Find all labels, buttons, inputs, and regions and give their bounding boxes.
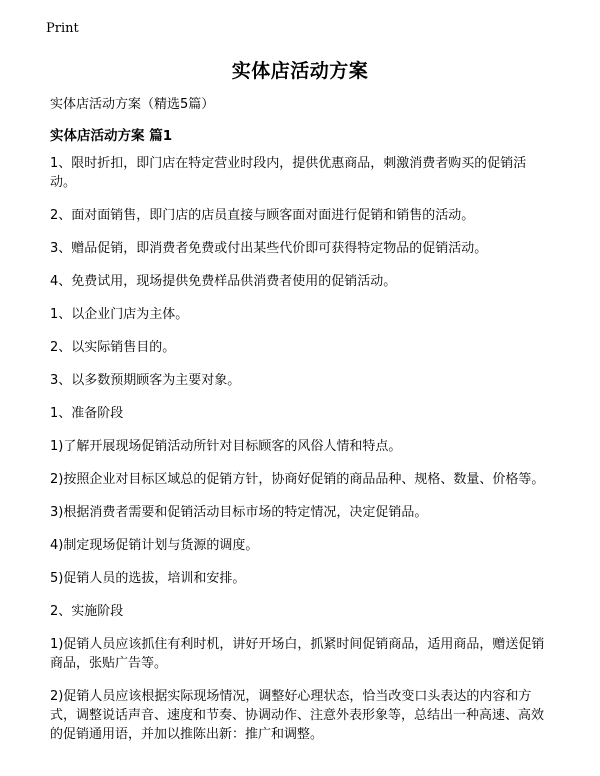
paragraph: 1、准备阶段 bbox=[50, 406, 124, 421]
document-body bbox=[50, 154, 550, 758]
paragraph: 1、以企业门店为主体。 bbox=[50, 307, 189, 322]
paragraph: 1、限时折扣，即门店在特定营业时段内，提供优惠商品，刺激消费者购买的促销活动。 bbox=[50, 156, 527, 190]
document-subtitle: 实体店活动方案（精选5篇） bbox=[50, 97, 215, 112]
paragraph: 3)根据消费者需要和促销活动目标市场的特定情况，决定促销品。 bbox=[50, 505, 428, 520]
document-title: 实体店活动方案 bbox=[231, 60, 369, 82]
section-heading: 实体店活动方案 篇1 bbox=[50, 128, 173, 144]
paragraph: 3、以多数预期顾客为主要对象。 bbox=[50, 373, 241, 388]
paragraph: 2)促销人员应该根据实际现场情况，调整好心理状态，恰当改变口头表达的内容和方式，调整说话声音、速度和节奏、协调动作、注意外表形象等，总结出一种高速、高效的促销通用语，并加以推陈出新：推广和调整。 bbox=[50, 689, 545, 742]
paragraph: 4、免费试用，现场提供免费样品供消费者使用的促销活动。 bbox=[50, 274, 397, 289]
paragraph: 1)促销人员应该抓住有利时机，讲好开场白，抓紧时间促销商品，适用商品，赠送促销商品，张贴广告等。 bbox=[50, 637, 545, 671]
print-link[interactable]: Print bbox=[46, 21, 79, 36]
paragraph: 2、面对面销售，即门店的店员直接与顾客面对面进行促销和销售的活动。 bbox=[50, 208, 475, 223]
paragraph: 2、实施阶段 bbox=[50, 604, 124, 619]
paragraph: 3、赠品促销，即消费者免费或付出某些代价即可获得特定物品的促销活动。 bbox=[50, 241, 488, 256]
paragraph: 2)按照企业对目标区域总的促销方针，协商好促销的商品品种、规格、数量、价格等。 bbox=[50, 472, 545, 487]
paragraph: 2、以实际销售目的。 bbox=[50, 340, 176, 355]
paragraph: 4)制定现场促销计划与货源的调度。 bbox=[50, 538, 259, 553]
paragraph: 1)了解开展现场促销活动所针对目标顾客的风俗人情和特点。 bbox=[50, 439, 402, 454]
paragraph: 5)促销人员的选拔，培训和安排。 bbox=[50, 571, 246, 586]
